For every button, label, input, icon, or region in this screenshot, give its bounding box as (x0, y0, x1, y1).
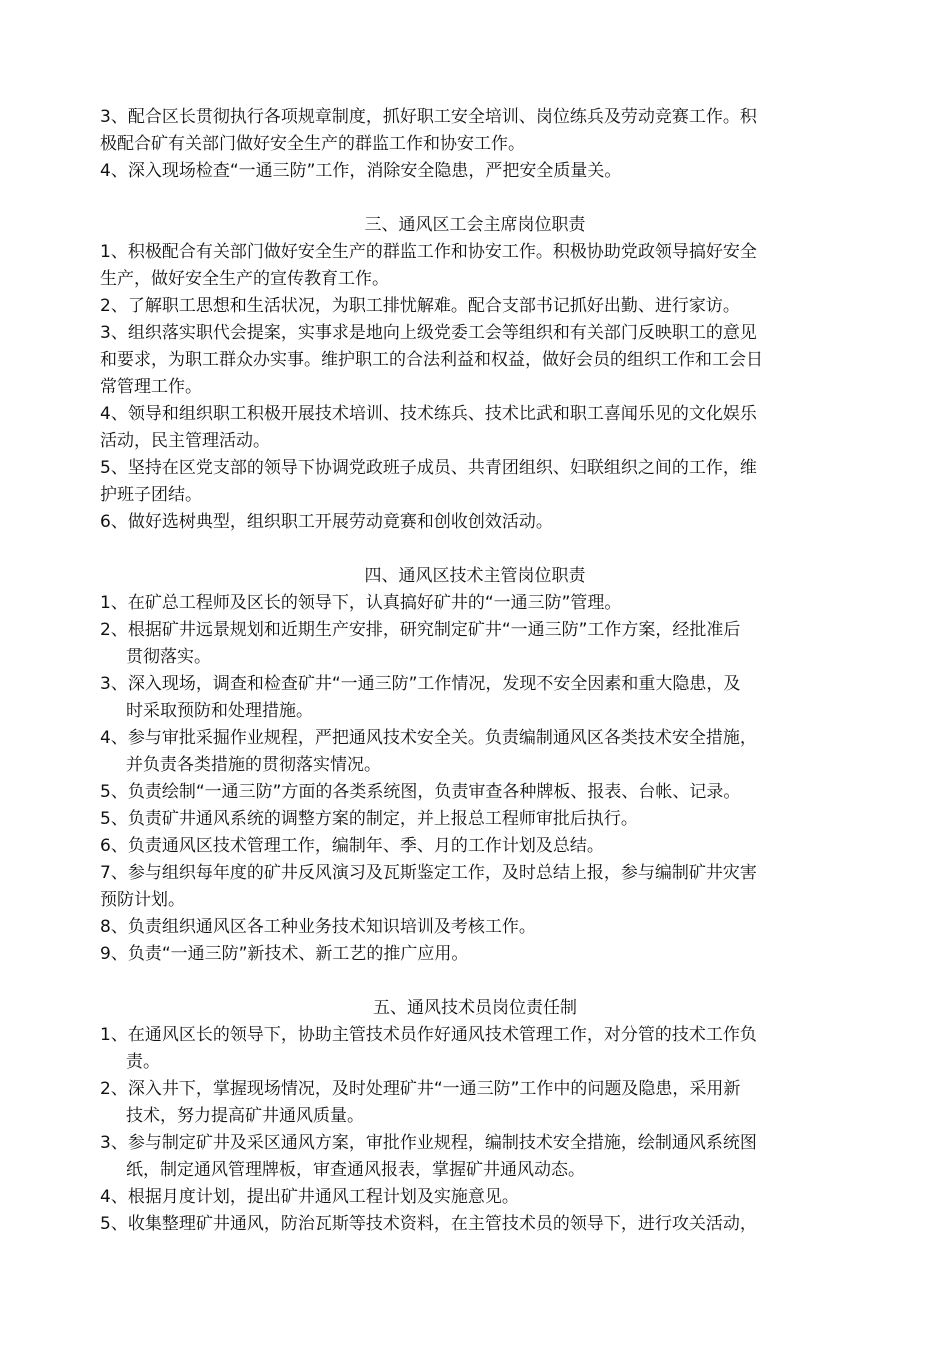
item-line: 6、做好选树典型，组织职工开展劳动竟赛和创收创效活动。 (100, 512, 553, 532)
item-line: 贯彻落实。 (126, 647, 211, 667)
item-line: 7、参与组织每年度的矿井反风演习及瓦斯鉴定工作，及时总结上报，参与编制矿井灾害 (100, 863, 757, 883)
item-line: 纸，制定通风管理牌板，审查通风报表，掌握矿井通风动态。 (126, 1160, 585, 1180)
section-title: 三、通风区工会主席岗位职责 (364, 215, 586, 235)
item-line: 3、参与制定矿井及采区通风方案，审批作业规程，编制技术安全措施，绘制通风系统图 (100, 1133, 757, 1153)
section-title: 五、通风技术员岗位责任制 (373, 998, 577, 1018)
item-line: 时采取预防和处理措施。 (126, 701, 313, 721)
item-line: 1、在通风区长的领导下，协助主管技术员作好通风技术管理工作，对分管的技术工作负 (100, 1025, 757, 1045)
item-line: 2、了解职工思想和生活状况，为职工排忧解难。配合支部书记抓好出勤、进行家访。 (100, 296, 740, 316)
item-line: 1、在矿总工程师及区长的领导下，认真搞好矿井的“一通三防”管理。 (100, 593, 622, 613)
item-line: 预防计划。 (100, 890, 185, 910)
section-title: 四、通风区技术主管岗位职责 (364, 566, 586, 586)
item-line: 5、负责矿井通风系统的调整方案的制定，并上报总工程师审批后执行。 (100, 809, 638, 829)
item-line: 常管理工作。 (100, 377, 202, 397)
item-line: 3、配合区长贯彻执行各项规章制度，抓好职工安全培训、岗位练兵及劳动竞赛工作。积 (100, 107, 757, 127)
item-line: 并负责各类措施的贯彻落实情况。 (126, 755, 381, 775)
item-line: 2、根据矿井远景规划和近期生产安排，研究制定矿井“一通三防”工作方案，经批准后 (100, 620, 741, 640)
item-line: 5、坚持在区党支部的领导下协调党政班子成员、共青团组织、妇联组织之间的工作，维 (100, 458, 757, 478)
item-line: 4、领导和组织职工积极开展技术培训、技术练兵、技术比武和职工喜闻乐见的文化娱乐 (100, 404, 757, 424)
item-line: 责。 (126, 1052, 160, 1072)
item-line: 1、积极配合有关部门做好安全生产的群监工作和协安工作。积极协助党政领导搞好安全 (100, 242, 757, 262)
item-line: 极配合矿有关部门做好安全生产的群监工作和协安工作。 (100, 134, 525, 154)
item-line: 4、根据月度计划，提出矿井通风工程计划及实施意见。 (100, 1187, 519, 1207)
item-line: 2、深入井下，掌握现场情况，及时处理矿井“一通三防”工作中的问题及隐患，采用新 (100, 1079, 741, 1099)
item-line: 护班子团结。 (100, 485, 202, 505)
item-line: 和要求，为职工群众办实事。维护职工的合法利益和权益，做好会员的组织工作和工会日 (100, 350, 763, 370)
item-line: 9、负责“一通三防”新技术、新工艺的推广应用。 (100, 944, 469, 964)
item-line: 4、参与审批采掘作业规程，严把通风技术安全关。负责编制通风区各类技术安全措施， (100, 728, 757, 748)
item-line: 3、组织落实职代会提案，实事求是地向上级党委工会等组织和有关部门反映职工的意见 (100, 323, 757, 343)
item-line: 生产，做好安全生产的宣传教育工作。 (100, 269, 389, 289)
item-line: 4、深入现场检查“一通三防”工作，消除安全隐患，严把安全质量关。 (100, 161, 622, 181)
item-line: 活动，民主管理活动。 (100, 431, 270, 451)
item-line: 技术，努力提高矿井通风质量。 (126, 1106, 364, 1126)
item-line: 5、负责绘制“一通三防”方面的各类系统图，负责审查各种牌板、报表、台帐、记录。 (100, 782, 741, 802)
item-line: 3、深入现场，调查和检查矿井“一通三防”工作情况，发现不安全因素和重大隐患，及 (100, 674, 741, 694)
item-line: 6、负责通风区技术管理工作，编制年、季、月的工作计划及总结。 (100, 836, 604, 856)
item-line: 5、收集整理矿井通风，防治瓦斯等技术资料，在主管技术员的领导下，进行攻关活动， (100, 1214, 757, 1234)
item-line: 8、负责组织通风区各工种业务技术知识培训及考核工作。 (100, 917, 536, 937)
